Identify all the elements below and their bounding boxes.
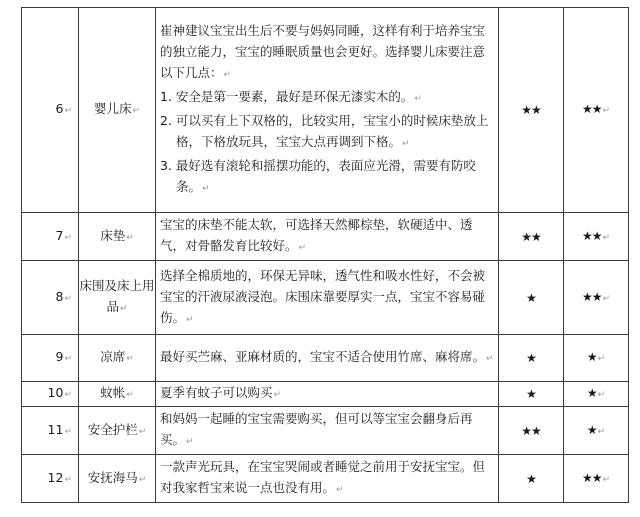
rating-a-cell	[499, 455, 564, 503]
item-name-cell: 安抚海马↵	[79, 455, 156, 503]
description-intro: 夏季有蚊子可以购买	[160, 385, 273, 400]
description-list-item: 3. 最好选有滚轮和摇摆功能的，表面应光滑，需要有防咬条。↵	[160, 158, 476, 194]
table-row	[22, 8, 629, 213]
rating-a-cell	[499, 407, 564, 455]
row-number-cell: 7↵	[22, 213, 79, 261]
rating-b-stars: ★★	[581, 289, 602, 304]
paragraph-mark: ↵	[132, 106, 141, 116]
row-number-cell	[22, 8, 79, 213]
rating-a-stars: ★	[526, 351, 536, 365]
item-name: 凉席	[100, 349, 126, 364]
rating-a-cell	[499, 8, 564, 213]
rating-a-stars: ★★	[521, 103, 541, 117]
rating-b-cell: ★★↵	[564, 455, 629, 503]
item-name: 蚊帐	[100, 385, 126, 400]
rating-a-cell	[499, 213, 564, 261]
rating-b-cell: ★↵	[564, 335, 629, 382]
description-intro: 一款声光玩具，在宝宝哭闹或者睡觉之前用于安抚宝宝。但对我家哲宝来说一点也没有用。	[160, 459, 486, 495]
paragraph-mark: ↵	[223, 70, 232, 80]
item-name: 床垫	[100, 227, 126, 243]
description-intro: 宝宝的床垫不能太软，可选择天然椰棕垫，软硬适中、透气，对骨骼发育比较好。	[160, 217, 473, 253]
row-number: 12	[47, 469, 64, 485]
description-cell	[156, 8, 499, 213]
paragraph-mark: ↵	[64, 106, 72, 116]
item-name-cell: 蚊帐↵	[79, 382, 156, 407]
table-row	[22, 407, 629, 455]
rating-b-cell: ★★↵	[564, 213, 629, 261]
table-row	[22, 261, 629, 335]
description-cell: 最好买苎麻、亚麻材质的，宝宝不适合使用竹席、麻将席。↵	[156, 335, 499, 382]
row-number: 8	[55, 288, 64, 304]
item-name: 安抚海马	[87, 469, 138, 485]
rating-b-stars: ★★	[581, 228, 602, 243]
table-row	[22, 382, 629, 407]
rating-b-cell: ★★↵	[564, 261, 629, 335]
description-cell: 夏季有蚊子可以购买↵	[156, 382, 499, 407]
rating-b-cell: ★↵	[564, 407, 629, 455]
table-row	[22, 455, 629, 503]
description-intro: 崔神建议宝宝出生后不要与妈妈同睡，这样有利于培养宝宝的独立能力，宝宝的睡眠质量也会更好。选择婴儿床要注意以下几点：	[160, 23, 486, 80]
row-number: 11	[47, 421, 64, 437]
item-name-cell: 安全护栏↵	[79, 407, 156, 455]
description-cell: 和妈妈一起睡的宝宝需要购买，但可以等宝宝会翻身后再买。↵	[156, 407, 499, 455]
rating-a-stars: ★★	[521, 423, 541, 438]
row-number-cell: 12↵	[22, 455, 79, 503]
description-cell: 一款声光玩具，在宝宝哭闹或者睡觉之前用于安抚宝宝。但对我家哲宝来说一点也没有用。↵	[156, 455, 499, 503]
row-number-cell: 11↵	[22, 407, 79, 455]
description-intro: 选择全棉质地的，环保无异味，透气性和吸水性好，不会被宝宝的汗液尿液浸泡。床围床靠要厚实一点，宝宝不容易碰伤。	[160, 267, 486, 325]
item-name-cell: 床围及床上用品↵	[79, 261, 156, 335]
table-row	[22, 213, 629, 261]
rating-a-cell	[499, 261, 564, 335]
rating-b-stars: ★	[586, 350, 597, 364]
description-list-item: 1. 安全是第一要素，最好是环保无漆实木的。↵	[160, 89, 422, 104]
table-row	[22, 335, 629, 382]
row-number-cell: 8↵	[22, 261, 79, 335]
rating-a-stars: ★★	[521, 229, 541, 244]
rating-b-cell: ★★↵	[564, 8, 629, 213]
item-name-cell: 凉席↵	[79, 335, 156, 382]
rating-a-cell	[499, 335, 564, 382]
rating-b-stars: ★★	[581, 470, 602, 485]
item-name: 安全护栏	[87, 421, 138, 437]
row-number: 10	[47, 385, 64, 400]
rating-a-cell	[499, 382, 564, 407]
rating-b-stars: ★★	[581, 102, 602, 116]
rating-b-cell: ★↵	[564, 382, 629, 407]
item-name: 婴儿床	[93, 101, 132, 116]
rating-a-stars: ★	[526, 471, 536, 486]
item-name-cell	[79, 8, 156, 213]
row-number-cell: 9↵	[22, 335, 79, 382]
description-intro: 和妈妈一起睡的宝宝需要购买，但可以等宝宝会翻身后再买。	[160, 411, 473, 447]
rating-b-stars: ★	[586, 422, 597, 437]
description-intro: 最好买苎麻、亚麻材质的，宝宝不适合使用竹席、麻将席。	[160, 349, 486, 364]
description-cell: 选择全棉质地的，环保无异味，透气性和吸水性好，不会被宝宝的汗液尿液浸泡。床围床靠要厚实一点，宝宝不容易碰伤。↵	[156, 261, 499, 335]
row-number-cell: 10↵	[22, 382, 79, 407]
rating-a-stars: ★	[526, 387, 536, 401]
item-name-cell: 床垫↵	[79, 213, 156, 261]
item-name: 床围及床上用品	[79, 278, 155, 314]
row-number: 9	[55, 349, 64, 364]
description-cell: 宝宝的床垫不能太软，可选择天然椰棕垫，软硬适中、透气，对骨骼发育比较好。↵	[156, 213, 499, 261]
description-list-item: 2. 可以买有上下双格的，比较实用，宝宝小的时候床垫放上格，下格放玩具，宝宝大点再调到下格。↵	[160, 113, 489, 149]
rating-a-stars: ★	[526, 290, 536, 305]
product-table	[21, 7, 629, 503]
row-number: 6	[55, 101, 64, 116]
rating-b-stars: ★	[586, 386, 597, 400]
row-number: 7	[55, 227, 64, 243]
